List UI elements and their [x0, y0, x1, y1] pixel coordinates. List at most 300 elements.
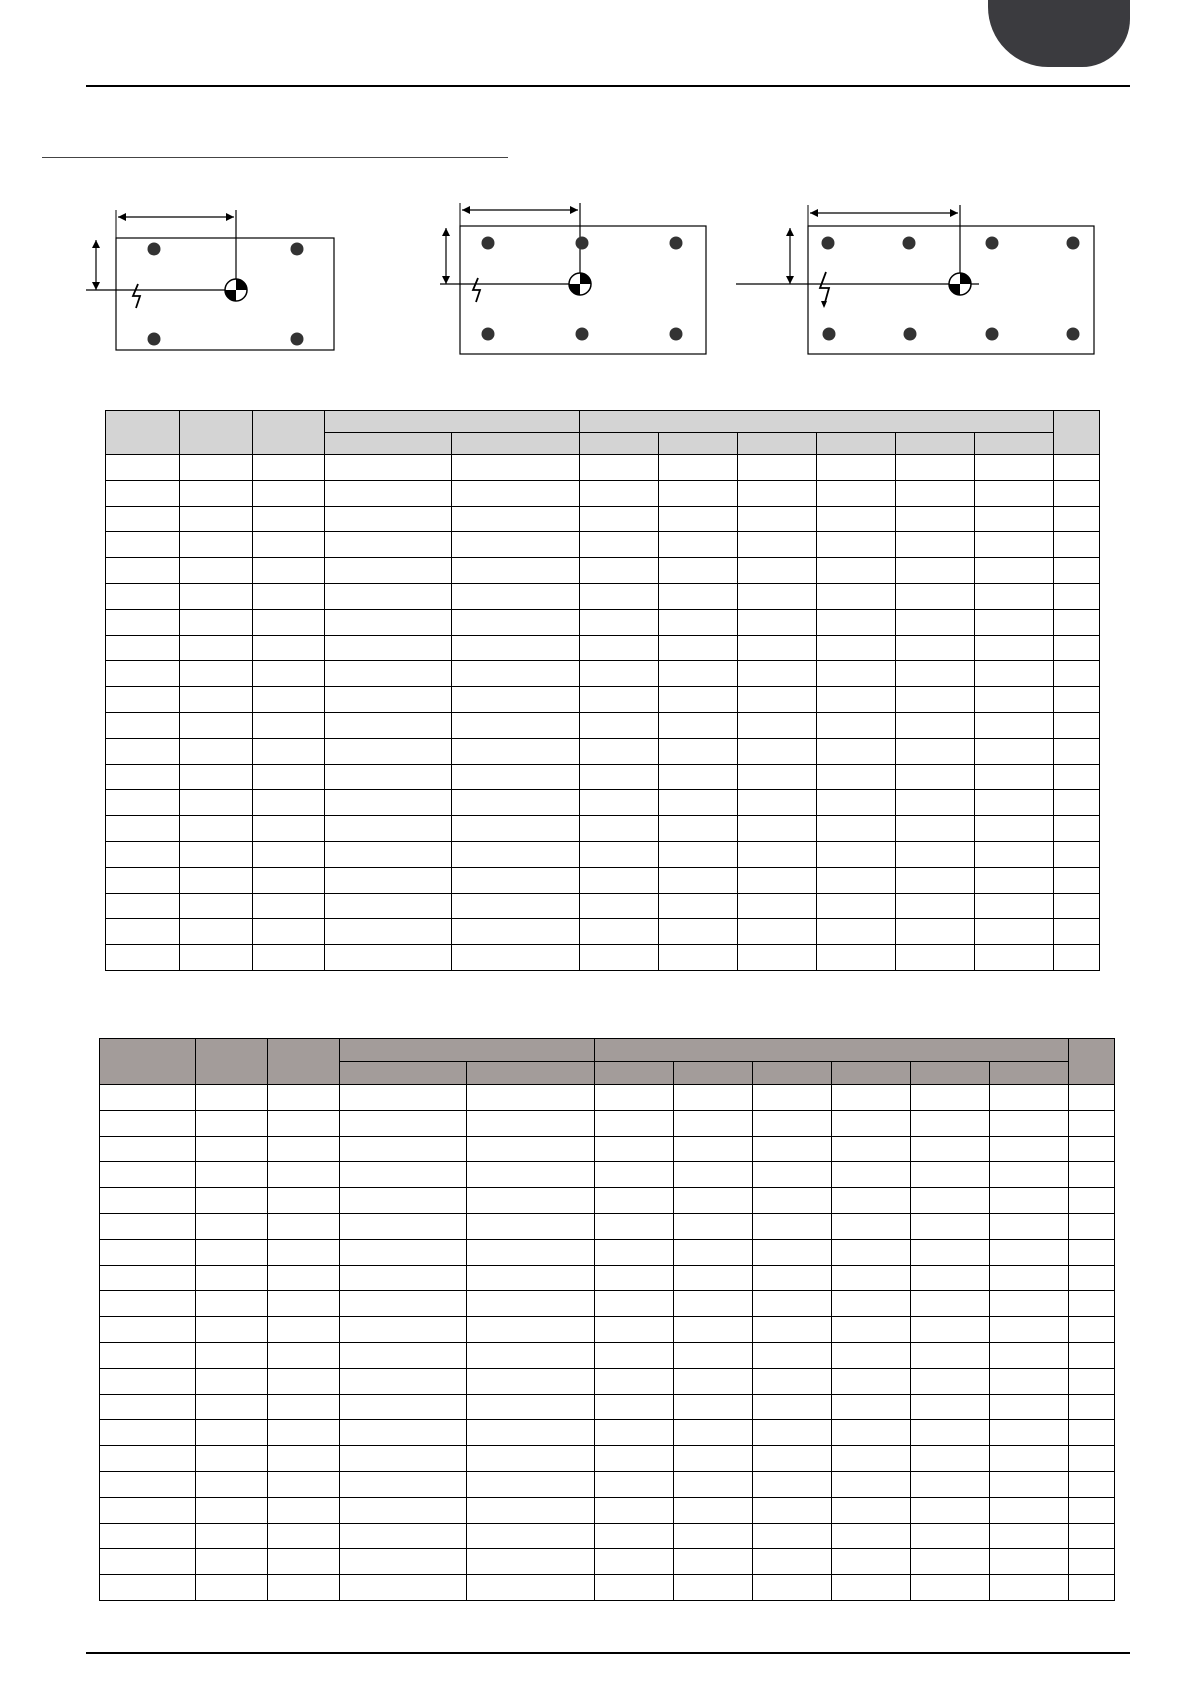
- table-cell: [975, 609, 1054, 635]
- table-row: [106, 480, 1100, 506]
- table-cell: [100, 1471, 196, 1497]
- table-cell: [659, 893, 738, 919]
- table-cell: [325, 687, 452, 713]
- table-cell: [659, 506, 738, 532]
- table-cell: [196, 1110, 268, 1136]
- table-cell: [452, 635, 580, 661]
- table-cell: [595, 1291, 674, 1317]
- table-cell: [911, 1420, 990, 1446]
- table-cell: [911, 1162, 990, 1188]
- table-cell: [817, 583, 896, 609]
- table-cell: [325, 919, 452, 945]
- table-cell: [253, 455, 325, 481]
- dimension-arrow-icon: [440, 203, 580, 284]
- table-cell: [253, 609, 325, 635]
- table-cell: [753, 1471, 832, 1497]
- table-row: [100, 1575, 1115, 1601]
- table-cell: [738, 506, 817, 532]
- table-row: [100, 1497, 1115, 1523]
- table-cell: [753, 1497, 832, 1523]
- table-cell: [180, 738, 253, 764]
- table-cell: [180, 945, 253, 971]
- table-cell: [753, 1265, 832, 1291]
- table-cell: [253, 764, 325, 790]
- table-cell: [325, 738, 452, 764]
- mounting-diagram-8-points: [736, 200, 1096, 360]
- table-cell: [100, 1213, 196, 1239]
- table-cell: [595, 1265, 674, 1291]
- table-cell: [253, 687, 325, 713]
- table-cell: [180, 558, 253, 584]
- table-cell: [467, 1291, 595, 1317]
- table-row: [100, 1394, 1115, 1420]
- table-cell: [738, 712, 817, 738]
- table-cell: [106, 841, 180, 867]
- table-cell: [659, 790, 738, 816]
- table-cell: [738, 532, 817, 558]
- table-cell: [268, 1368, 340, 1394]
- table-cell: [975, 455, 1054, 481]
- data-table-secondary: [99, 1038, 1115, 1601]
- table-cell: [1054, 893, 1100, 919]
- table-cell: [659, 480, 738, 506]
- table-cell: [340, 1162, 467, 1188]
- table-cell: [595, 1136, 674, 1162]
- table-cell: [196, 1523, 268, 1549]
- table-cell: [753, 1523, 832, 1549]
- table-cell: [467, 1523, 595, 1549]
- table-row: [100, 1239, 1115, 1265]
- table-row: [100, 1291, 1115, 1317]
- table-cell: [467, 1239, 595, 1265]
- table-cell: [452, 816, 580, 842]
- table-cell: [832, 1394, 911, 1420]
- table-cell: [180, 919, 253, 945]
- table-cell: [659, 687, 738, 713]
- table-cell: [196, 1213, 268, 1239]
- table-row: [106, 712, 1100, 738]
- table-cell: [325, 583, 452, 609]
- table-cell: [325, 532, 452, 558]
- table-cell: [467, 1342, 595, 1368]
- header-rule: [86, 85, 1130, 87]
- table-cell: [1069, 1342, 1115, 1368]
- table-cell: [268, 1239, 340, 1265]
- table-cell: [268, 1549, 340, 1575]
- table-cell: [817, 558, 896, 584]
- table-cell: [911, 1188, 990, 1214]
- table-cell: [325, 506, 452, 532]
- table-cell: [911, 1265, 990, 1291]
- table-cell: [580, 687, 659, 713]
- table-cell: [106, 893, 180, 919]
- table-cell: [1069, 1188, 1115, 1214]
- table-cell: [990, 1523, 1069, 1549]
- table-cell: [674, 1136, 753, 1162]
- table-cell: [738, 635, 817, 661]
- table-row: [106, 893, 1100, 919]
- mounting-diagram-4-points: [86, 200, 351, 360]
- table-cell: [911, 1342, 990, 1368]
- table-cell: [975, 816, 1054, 842]
- table-cell: [100, 1239, 196, 1265]
- table-cell: [180, 609, 253, 635]
- table-cell: [452, 893, 580, 919]
- table-cell: [580, 609, 659, 635]
- table-cell: [990, 1239, 1069, 1265]
- table-cell: [659, 455, 738, 481]
- table-cell: [467, 1317, 595, 1343]
- column-header: [896, 433, 975, 455]
- table-cell: [911, 1368, 990, 1394]
- table-cell: [975, 506, 1054, 532]
- table-cell: [106, 945, 180, 971]
- table-cell: [253, 816, 325, 842]
- table-cell: [580, 583, 659, 609]
- table-cell: [1054, 480, 1100, 506]
- table-cell: [896, 919, 975, 945]
- column-header: [580, 433, 659, 455]
- table-header: [100, 1039, 1115, 1085]
- table-cell: [253, 480, 325, 506]
- table-cell: [180, 583, 253, 609]
- table-cell: [911, 1471, 990, 1497]
- table-row: [100, 1523, 1115, 1549]
- table-cell: [467, 1085, 595, 1111]
- center-of-gravity-icon: [569, 273, 591, 295]
- table-cell: [975, 480, 1054, 506]
- table-cell: [100, 1342, 196, 1368]
- table-cell: [580, 945, 659, 971]
- table-cell: [911, 1085, 990, 1111]
- table-cell: [832, 1213, 911, 1239]
- table-cell: [196, 1317, 268, 1343]
- table-cell: [1054, 790, 1100, 816]
- table-row: [106, 790, 1100, 816]
- table-cell: [1069, 1239, 1115, 1265]
- table-cell: [340, 1497, 467, 1523]
- table-cell: [911, 1446, 990, 1472]
- table-cell: [659, 661, 738, 687]
- table-cell: [268, 1265, 340, 1291]
- table-row: [106, 841, 1100, 867]
- table-cell: [832, 1162, 911, 1188]
- table-row: [106, 455, 1100, 481]
- table-cell: [1054, 506, 1100, 532]
- table-row: [100, 1446, 1115, 1472]
- column-header: [832, 1062, 911, 1085]
- table-cell: [196, 1368, 268, 1394]
- column-header: [106, 411, 180, 455]
- table-cell: [896, 609, 975, 635]
- table-cell: [896, 893, 975, 919]
- table-cell: [253, 893, 325, 919]
- table-cell: [738, 609, 817, 635]
- column-header: [180, 411, 253, 455]
- page-corner-tab: [988, 0, 1130, 67]
- table-cell: [595, 1188, 674, 1214]
- table-row: [106, 687, 1100, 713]
- table-cell: [817, 919, 896, 945]
- table-cell: [595, 1162, 674, 1188]
- table-header: [106, 411, 1100, 455]
- table-cell: [832, 1085, 911, 1111]
- table-cell: [674, 1342, 753, 1368]
- table-cell: [595, 1110, 674, 1136]
- table-cell: [990, 1471, 1069, 1497]
- table-cell: [100, 1549, 196, 1575]
- table-cell: [1069, 1317, 1115, 1343]
- table-cell: [452, 687, 580, 713]
- table-cell: [832, 1239, 911, 1265]
- table-cell: [196, 1136, 268, 1162]
- table-cell: [580, 738, 659, 764]
- table-cell: [911, 1110, 990, 1136]
- table-cell: [674, 1575, 753, 1601]
- table-cell: [738, 945, 817, 971]
- table-cell: [467, 1110, 595, 1136]
- center-of-gravity-icon: [949, 273, 971, 295]
- table-cell: [975, 764, 1054, 790]
- table-cell: [990, 1368, 1069, 1394]
- table-cell: [753, 1162, 832, 1188]
- table-cell: [896, 841, 975, 867]
- table-cell: [832, 1523, 911, 1549]
- table-cell: [896, 506, 975, 532]
- table-cell: [180, 687, 253, 713]
- table-row: [100, 1549, 1115, 1575]
- table-cell: [738, 661, 817, 687]
- table-cell: [595, 1575, 674, 1601]
- table-cell: [738, 816, 817, 842]
- table-cell: [106, 867, 180, 893]
- table-cell: [1054, 919, 1100, 945]
- table-cell: [753, 1368, 832, 1394]
- table-cell: [595, 1239, 674, 1265]
- table-cell: [738, 558, 817, 584]
- table-cell: [990, 1213, 1069, 1239]
- table-cell: [832, 1136, 911, 1162]
- table-cell: [659, 738, 738, 764]
- table-cell: [990, 1162, 1069, 1188]
- table-cell: [196, 1188, 268, 1214]
- table-row: [100, 1368, 1115, 1394]
- table-cell: [896, 532, 975, 558]
- table-cell: [1069, 1136, 1115, 1162]
- table-cell: [467, 1549, 595, 1575]
- table-cell: [832, 1446, 911, 1472]
- table-cell: [817, 738, 896, 764]
- table-cell: [467, 1394, 595, 1420]
- table-cell: [674, 1265, 753, 1291]
- table-cell: [180, 712, 253, 738]
- table-cell: [817, 945, 896, 971]
- table-cell: [990, 1446, 1069, 1472]
- table-cell: [896, 583, 975, 609]
- table-cell: [106, 480, 180, 506]
- table-cell: [753, 1136, 832, 1162]
- table-cell: [1069, 1368, 1115, 1394]
- dimension-arrow-icon: [736, 205, 979, 284]
- table-cell: [595, 1394, 674, 1420]
- section-title-underline: [42, 157, 508, 158]
- table-cell: [595, 1085, 674, 1111]
- table-cell: [180, 532, 253, 558]
- table-cell: [659, 919, 738, 945]
- table-cell: [1069, 1162, 1115, 1188]
- table-cell: [990, 1188, 1069, 1214]
- table-cell: [817, 635, 896, 661]
- table-cell: [1054, 635, 1100, 661]
- table-cell: [268, 1446, 340, 1472]
- table-cell: [659, 635, 738, 661]
- table-cell: [100, 1291, 196, 1317]
- table-cell: [975, 738, 1054, 764]
- table-cell: [832, 1265, 911, 1291]
- table-cell: [452, 738, 580, 764]
- table-cell: [100, 1136, 196, 1162]
- table-cell: [452, 841, 580, 867]
- table-cell: [1069, 1471, 1115, 1497]
- table-cell: [106, 455, 180, 481]
- table-cell: [340, 1394, 467, 1420]
- table-cell: [106, 558, 180, 584]
- table-row: [100, 1317, 1115, 1343]
- table-cell: [253, 712, 325, 738]
- table-cell: [180, 455, 253, 481]
- table-cell: [817, 867, 896, 893]
- table-cell: [196, 1265, 268, 1291]
- table-cell: [467, 1471, 595, 1497]
- table-cell: [753, 1213, 832, 1239]
- table-cell: [832, 1342, 911, 1368]
- table-cell: [674, 1317, 753, 1343]
- table-cell: [1054, 764, 1100, 790]
- table-row: [106, 945, 1100, 971]
- table-row: [100, 1265, 1115, 1291]
- table-cell: [340, 1136, 467, 1162]
- table-cell: [340, 1471, 467, 1497]
- table-cell: [106, 712, 180, 738]
- table-cell: [1054, 609, 1100, 635]
- table-cell: [738, 867, 817, 893]
- table-cell: [452, 867, 580, 893]
- table-cell: [1069, 1110, 1115, 1136]
- table-cell: [659, 945, 738, 971]
- table-cell: [1054, 841, 1100, 867]
- table-cell: [896, 455, 975, 481]
- table-cell: [674, 1523, 753, 1549]
- table-cell: [340, 1317, 467, 1343]
- table-cell: [817, 816, 896, 842]
- table-cell: [753, 1575, 832, 1601]
- column-header: [452, 433, 580, 455]
- table-cell: [674, 1110, 753, 1136]
- table-cell: [1054, 687, 1100, 713]
- table-cell: [580, 712, 659, 738]
- table-cell: [268, 1213, 340, 1239]
- column-header: [268, 1039, 340, 1085]
- table-cell: [738, 919, 817, 945]
- table-cell: [580, 506, 659, 532]
- table-cell: [832, 1497, 911, 1523]
- table-cell: [1054, 558, 1100, 584]
- table-cell: [580, 480, 659, 506]
- table-cell: [100, 1368, 196, 1394]
- table-cell: [911, 1549, 990, 1575]
- table-cell: [1054, 455, 1100, 481]
- table-cell: [325, 635, 452, 661]
- table-cell: [100, 1085, 196, 1111]
- table-cell: [196, 1085, 268, 1111]
- table-cell: [196, 1549, 268, 1575]
- table-cell: [340, 1085, 467, 1111]
- column-header: [817, 433, 896, 455]
- table-cell: [975, 841, 1054, 867]
- table-cell: [340, 1446, 467, 1472]
- table-cell: [911, 1136, 990, 1162]
- table-cell: [975, 893, 1054, 919]
- table-cell: [896, 738, 975, 764]
- table-cell: [896, 635, 975, 661]
- table-cell: [196, 1471, 268, 1497]
- table-cell: [325, 790, 452, 816]
- table-cell: [738, 764, 817, 790]
- column-header: [253, 411, 325, 455]
- table-cell: [738, 583, 817, 609]
- table-cell: [674, 1446, 753, 1472]
- table-cell: [340, 1291, 467, 1317]
- table-cell: [911, 1497, 990, 1523]
- table-cell: [196, 1342, 268, 1368]
- table-cell: [196, 1291, 268, 1317]
- table-cell: [196, 1420, 268, 1446]
- table-cell: [1069, 1446, 1115, 1472]
- table-row: [100, 1188, 1115, 1214]
- table-cell: [325, 712, 452, 738]
- table-cell: [180, 764, 253, 790]
- table-cell: [753, 1110, 832, 1136]
- table-cell: [659, 841, 738, 867]
- table-cell: [467, 1188, 595, 1214]
- table-body: [106, 455, 1100, 971]
- electrical-connection-icon: [820, 272, 829, 308]
- table-row: [106, 661, 1100, 687]
- table-cell: [753, 1239, 832, 1265]
- table-cell: [253, 841, 325, 867]
- table-cell: [340, 1342, 467, 1368]
- table-cell: [325, 609, 452, 635]
- table-cell: [896, 867, 975, 893]
- table-cell: [1069, 1394, 1115, 1420]
- table-cell: [467, 1446, 595, 1472]
- table-cell: [325, 764, 452, 790]
- table-cell: [467, 1162, 595, 1188]
- table-cell: [990, 1317, 1069, 1343]
- table-cell: [595, 1471, 674, 1497]
- table-cell: [753, 1549, 832, 1575]
- table-cell: [340, 1549, 467, 1575]
- table-cell: [832, 1575, 911, 1601]
- electrical-connection-icon: [473, 278, 480, 302]
- column-header: [340, 1062, 467, 1085]
- table-cell: [896, 764, 975, 790]
- table-cell: [268, 1497, 340, 1523]
- table-cell: [975, 635, 1054, 661]
- table-cell: [180, 480, 253, 506]
- table-cell: [1054, 661, 1100, 687]
- table-cell: [106, 764, 180, 790]
